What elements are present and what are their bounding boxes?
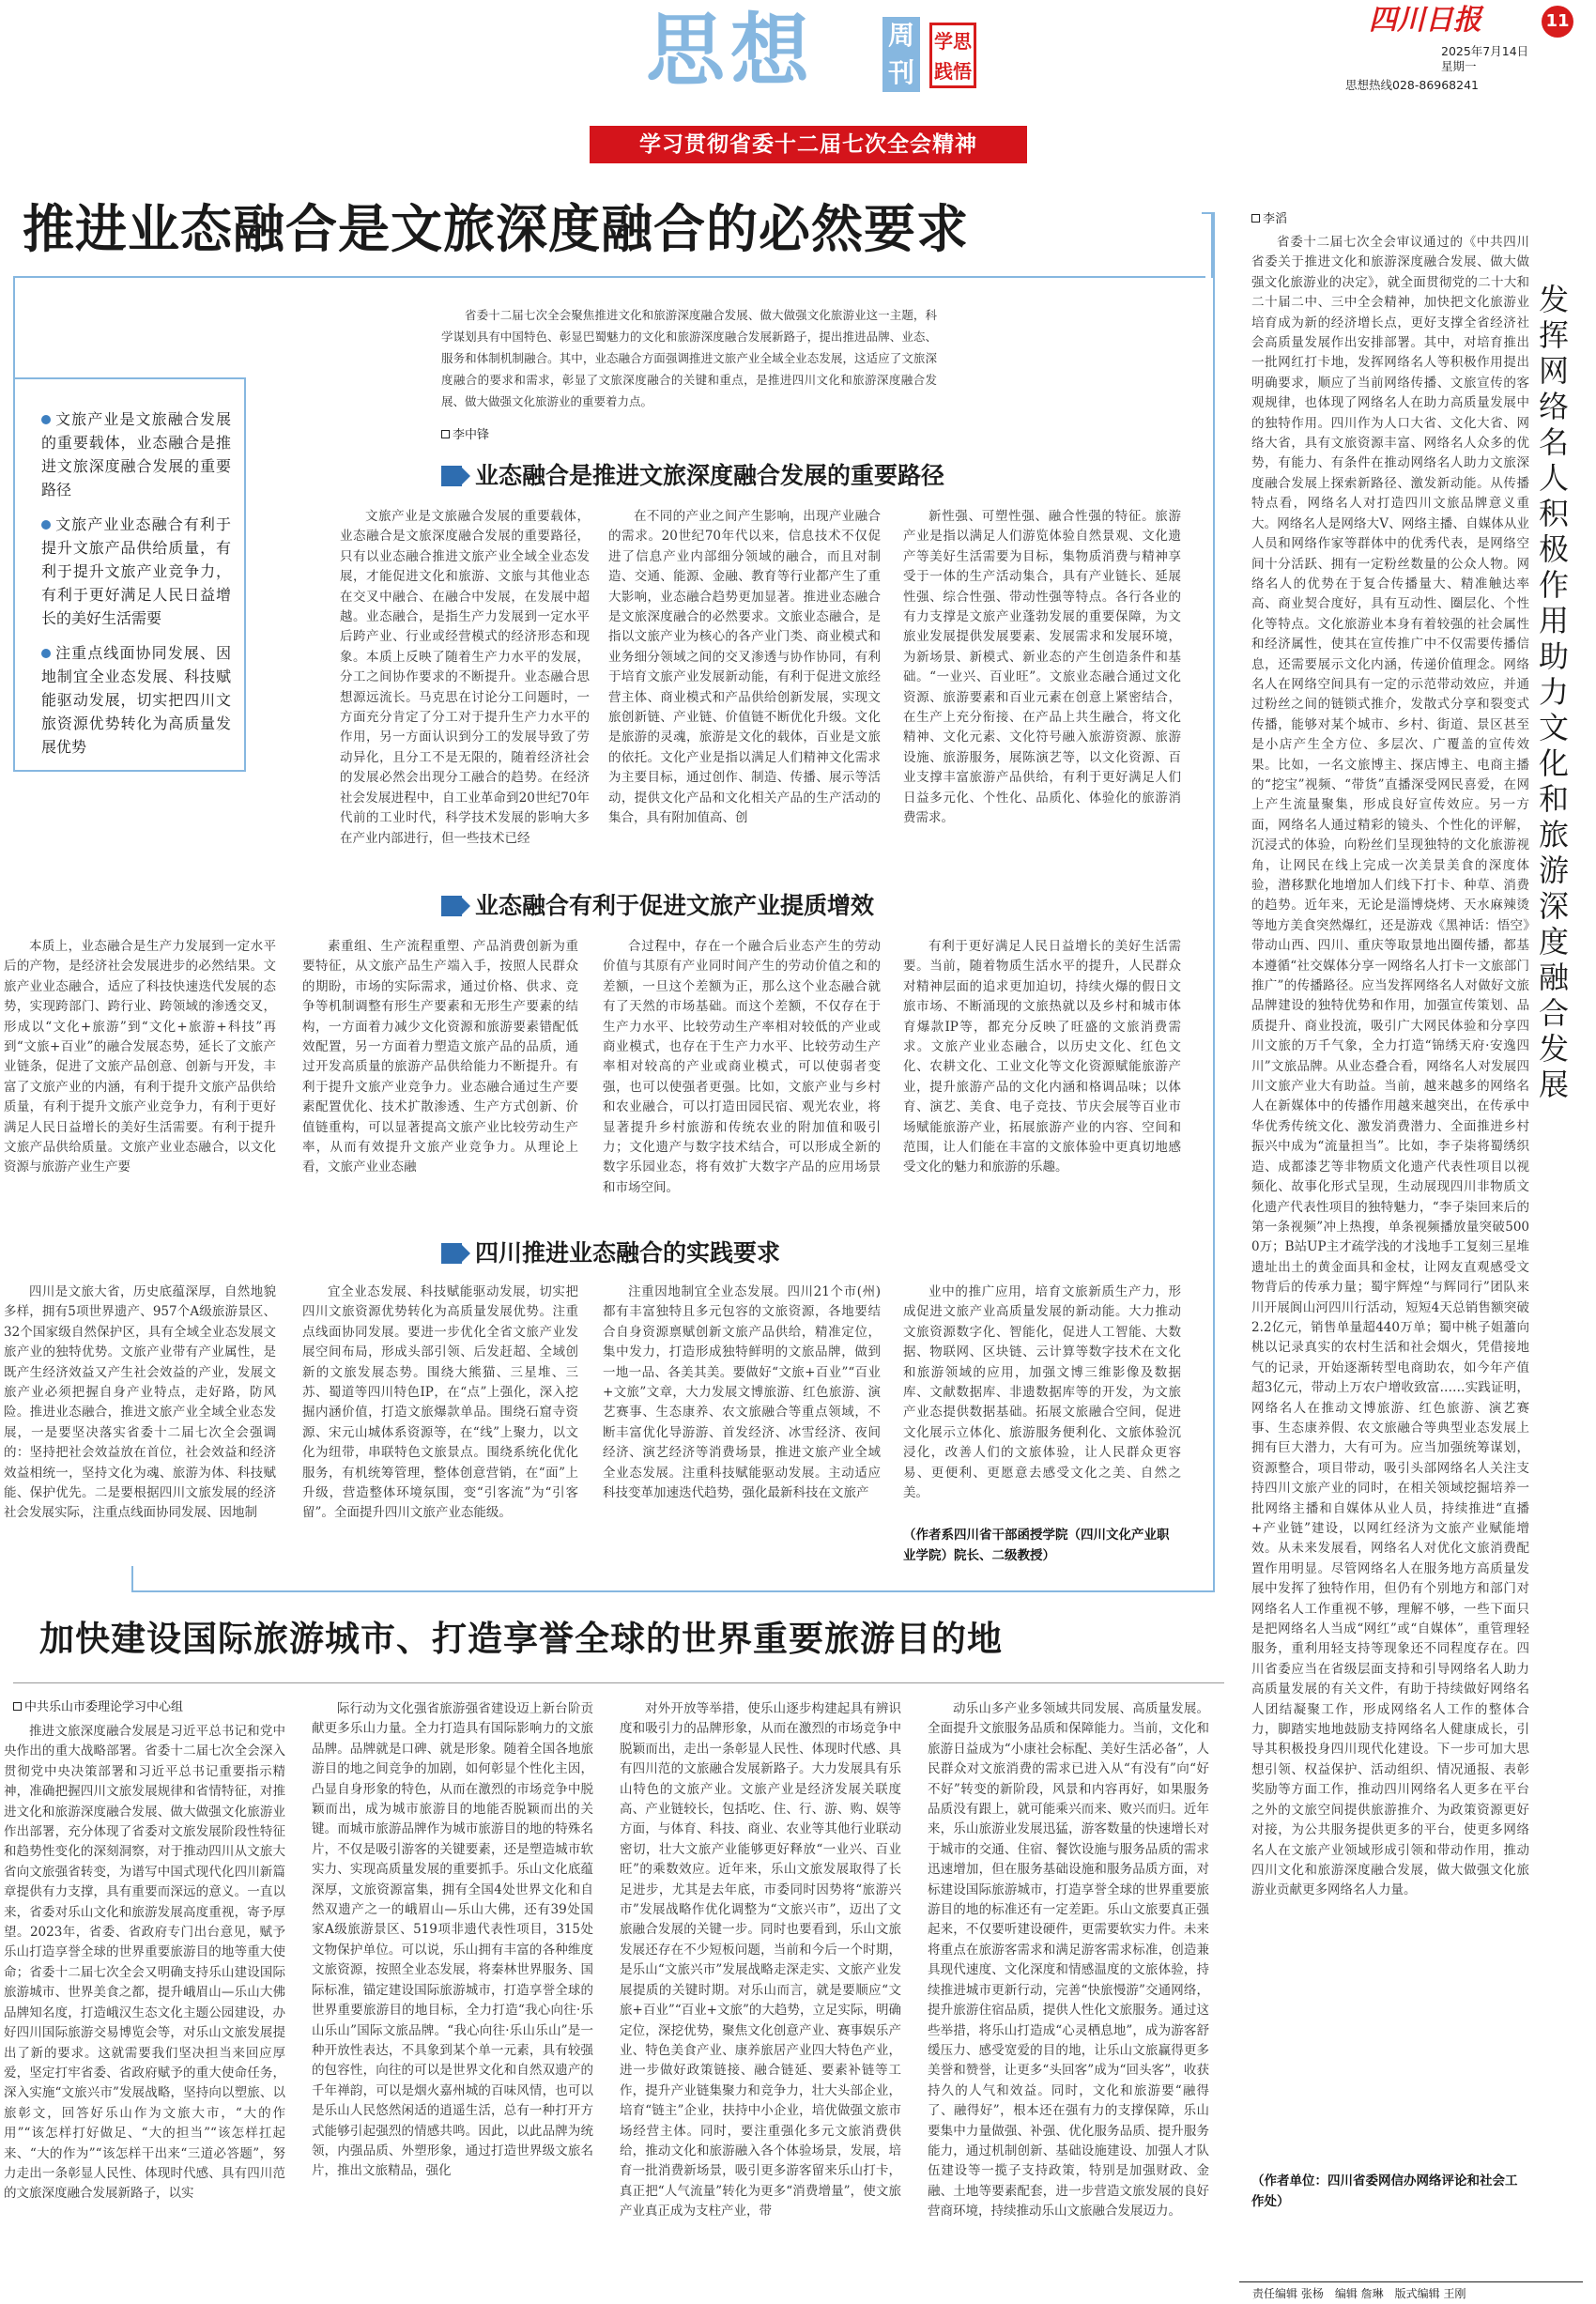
frame-line <box>131 1566 133 1592</box>
section-3-col-1: 四川是文旅大省，历史底蕴深厚，自然地貌多样，拥有5项世界遗产、957个A级旅游景区、32个国家级自然保护区，具有全域全业态发展文旅产业的独特优势。文旅产业带有产业属性，是既产生经济效益又产生社会效益的产业，发展文旅产业必须把握自身产业特点，走好路，防风险。推进业态融合，推进文旅产业全域全业态发展，一是要坚决落实省委十二届七次全会强调的：坚持把社会效益放在首位，社会效益和经济效益相统一，坚持文化为魂、旅游为体、科技赋能、保护优先。二是要根据四川文旅发展的经济社会发展实际，注重点线面协同发展、因地制 <box>4 1284 276 1521</box>
pull-quote-item: 文旅产业是文旅融合发展的重要载体，业态融合是推进文旅深度融合发展的重要路径 <box>41 410 231 499</box>
article-2-col-2: 际行动为文化强省旅游强省建设迈上新台阶贡献更多乐山力量。全力打造具有国际影响力的文旅品牌。品牌就是口碑、就是形象。随着全国各地旅游目的地之间竞争的加剧，如何彰显个性化主因，凸显自身形象的特色，从而在激烈的市场竞争中脱颖而出，成为城市旅游目的地能否脱颖而出的关键。而城市旅游品牌作为城市旅游目的地的特殊名片，不仅是吸引游客的关键要素，还是塑造城市软实力、实现高质量发展的重要抓手。乐山文化底蕴深厚，文旅资源富集，拥有全国4处世界文化和自然双遗产之一的峨眉山—乐山大佛，还有39处国家A级旅游景区、519项非遗代表性项目，315处文物保护单位。可以说，乐山拥有丰富的各种维度文旅资源，按照全业态发展，将秦林世界服务、国际标准，锚定建设国际旅游城市，打造享誉全球的世界重要旅游目的地目标，全力打造“我心向往·乐山乐山”国际文旅品牌。“我心向往·乐山乐山”是一种开放性表达，不具象到某个单一元素，具有较强的包容性，向往的可以是世界文化和自然双遗产的千年禅韵，可以是烟火嘉州城的百味风情，也可以是乐山人民悠然闲适的逍遥生活，总有一种打开方式能够引起强烈的情感共鸣。因此，以此品牌为统领，内强品质、外塑形象，通过打造世界级文旅名片，推出文旅精品，强化 <box>312 1701 593 2179</box>
pull-quote-box <box>13 377 246 772</box>
section-heading-1: 业态融合是推进文旅深度融合发展的重要路径 <box>441 460 944 492</box>
section-title: 思想 <box>646 5 816 97</box>
article-2-col-1: 推进文旅深度融合发展是习近平总书记和党中央作出的重大战略部署。省委十二届七次全会深入贯彻党中央决策部署和习近平总书记重要指示精神，准确把握四川文旅发展规律和省情特征，对推进文化和旅游深度融合发展、做大做强文化旅游业作出部署，充分体现了省委对文旅发展阶段性特征和趋势性变化的深刻洞察，对于推动四川从文旅大省向文旅强省转变，为谱写中国式现代化四川新篇章提供有力支撑，具有重要而深远的意义。一直以来，省委对乐山文化和旅游发展高度重视，寄予厚望。2023年，省委、省政府专门出台意见，赋予乐山打造享誉全球的世界重要旅游目的地等重大使命；省委十二届七次全会又明确支持乐山建设国际旅游城市、世界美食之都，提升峨眉山—乐山大佛品牌知名度，打造峨汉生态文化主题公园建设，办好四川国际旅游交易博览会等，对乐山文旅发展提出了新的要求。这就需要我们坚决担当来回应厚爱，坚定打牢省委、省政府赋予的重大使命任务，深入实施“文旅兴市”发展战略，坚持向以塑旅、以旅彰文，回答好乐山作为文旅大市，“大的作用”“该怎样打好做足、“大的担当”“该怎样扛起来、“大的作为”“该怎样干出来“三道必答题”，努力走出一条彰显人民性、体现时代感、具有四川范的文旅深度融合发展新路子，以实 <box>4 1724 285 2202</box>
newspaper-logo: 四川日报 <box>1369 4 1481 37</box>
section-3-col-2: 宜全业态发展、科技赋能驱动发展，切实把四川文旅资源优势转化为高质量发展优势。注重点线面协同发展。要进一步优化全省文旅产业发展空间布局，形成头部引领、后发赶超、全域创新的文旅发展态势。围绕大熊猫、三星堆、三苏、蜀道等四川特色IP，在“点”上强化，深入挖掘内涵价值，打造文旅爆款单品。围绕石窟寺资源、宋元山城体系资源等，在“线”上聚力，以文化为纽带，串联特色文旅景点。围绕系统化优化服务，有机统筹管理，整体创意营销，在“面”上升级，营造整体环境氛围，变“引客流”为“引客留”。全面提升四川文旅产业态能级。 <box>302 1284 578 1521</box>
topic-banner: 学习贯彻省委十二届七次全会精神 <box>590 126 1027 163</box>
pull-quote-item: 注重点线面协同发展、因地制宜全业态发展、科技赋能驱动发展，切实把四川文旅资源优势转化为高质量发展优势 <box>41 644 231 756</box>
byline-box-icon <box>441 430 450 438</box>
right-article-author-note: （作者单位：四川省委网信办网络评论和社会工作处） <box>1251 2173 1518 2209</box>
bullet-icon <box>41 520 51 530</box>
article-2-col-4: 动乐山多产业多领域共同发展、高质量发展。全面提升文旅服务品质和保障能力。当前，文化和旅游日益成为“小康社会标配、美好生活必备”，人民群众对文旅消费的需求已进入从“有没有”向“好不好”转变的新阶段，风景和内容再好，如果服务品质没有跟上，就可能乘兴而来、败兴而归。近年来，乐山旅游业发展迅猛，游客数量的快速增长对于城市的交通、住宿、餐饮设施与服务品质的需求迅速增加，但在服务基础设施和服务品质方面，对标建设国际旅游城市，打造享誉全球的世界重要旅游目的地的标准还有一定差距。乐山文旅要真正强起来，不仅要听建设硬件，更需要软实力件。未来将重点在旅游客需求和满足游客需求标准，创造兼具现代速度、文化深度和情感温度的文旅体验，持续推进城市更新行动，完善“快旅慢游”交通网络，提升旅游住宿品质，提供人性化文旅服务。通过这些举措，将乐山打造成“心灵栖息地”，成为游客舒缓压力、感受宽爱的目的地，让乐山文旅赢得更多美誉和赞誉，让更多“头回客”成为“回头客”，收获持久的人气和效益。同时，文化和旅游要“融得了、融得好”，根本还在强有力的支撑保障，乐山要集中力量做强、补强、优化服务品质、提升服务能力，通过机制创新、基础设施建设、加强人才队伍建设等一揽子支持政策，特别是加强财政、金融、土地等要素配套，进一步营造文旅发展的良好营商环境，持续推动乐山文旅融合发展迈力。 <box>928 1701 1209 2220</box>
section-2-col-2: 素重组、生产流程重塑、产品消费创新为重要特征，从文旅产品生产端入手，按照人民群众的期盼，市场的实际需求，通过价格、供求、竞争等机制调整有形生产要素和无形生产要素的结构，一方面着力减少文化资源和旅游要素错配低效配置，另一方面着力塑造文旅产品的品质，通过开发高质量的旅游产品供给能力不断提升。有利于提升文旅产业竞争力。业态融合通过生产要素配置优化、技术扩散渗透、生产方式创新、价值链重构，可以显著提高文旅产业比较劳动生产率，从而有效提升文旅产业竞争力。从理论上看，文旅产业业态融 <box>302 939 578 1175</box>
footer-editors: 责任编辑 张杨 编辑 詹琳 版式编辑 王刚 <box>1252 2287 1466 2300</box>
article-2-headline: 加快建设国际旅游城市、打造享誉全球的世界重要旅游目的地 <box>39 1619 1003 1659</box>
article-1-headline: 推进业态融合是文旅深度融合的必然要求 <box>23 199 970 259</box>
frame-line <box>131 1590 1215 1592</box>
headline-rule <box>13 1682 1224 1683</box>
section-3-col-3: 注重因地制宜全业态发展。四川21个市(州)都有丰富独特且多元包容的文旅资源，各地要结合自身资源禀赋创新文旅产品供给，精准定位，集中发力，打造形成独特鲜明的文旅品牌，做到一地一品、各美其美。要做好“文旅+百业”“百业+文旅”文章，大力发展文博旅游、红色旅游、演艺赛事、生态康养、农文旅融合等重点领域，不断丰富优化导游游、首发经济、冰雪经济、夜间经济、演艺经济等消费场景，推进文旅产业全域全业态发展。注重科技赋能驱动发展。主动适应科技变革加速迭代趋势，强化最新科技在文旅产 <box>603 1284 881 1501</box>
section-1-col-2: 在不同的产业之间产生影响，出现产业融合的需求。20世纪70年代以来，信息技术不仅促进了信息产业内部细分领域的融合，而且对制造、交通、能源、金融、教育等行业都产生了重大影响，业态融合趋势更加显著。推进业态融合是文旅深度融合的必然要求。文旅业态融合，是指以文旅产业为核心的各产业门类、商业模式和业务细分领域之间的交叉渗透与协作协同，有利于培育文旅产业发展新动能，有利于促进文旅经营主体、商业模式和产品供给创新发展，实现文旅创新链、产业链、价值链不断优化升级。文化是旅游的灵魂，旅游是文化的载体，百业是文旅的依托。文化产业是指以满足人们精神文化需求为主要目标，通过创作、制造、传播、展示等活动，提供文化产品和文化相关产品的生产活动的集合，具有附加值高、创 <box>608 509 881 826</box>
article-2-col-3: 对外开放等举措，使乐山逐步构建起具有辨识度和吸引力的品牌形象，从而在激烈的市场竞争中脱颖而出，走出一条彰显人民性、体现时代感、具有四川范的文旅融合发展新路子。大力发展具有乐山特色的文旅产业。文旅产业是经济发展关联度高、产业链较长，包括吃、住、行、游、购、娱等方面，与体育、科技、商业、农业等其他行业联动密切，壮大文旅产业能够更好释放“一业兴、百业旺”的乘数效应。近年来，乐山文旅发展取得了长足进步，尤其是去年底，市委同时因势将“旅游兴市”发展战略作优化调整为“文旅兴市”，迈出了文旅融合发展的关键一步。同时也要看到，乐山文旅发展还存在不少短板问题，当前和今后一个时期，是乐山“文旅兴市”发展战略走深走实、文旅产业发展提质的关键时期。对乐山而言，就是要顺应“文旅+百业”“百业+文旅”的大趋势，立足实际，明确定位，深挖优势，聚焦文化创意产业、赛事娱乐产业、特色美食产业、康养旅居产业四大特色产业，进一步做好政策链接、融合链延、要素补链等工作，提升产业链集聚力和竞争力，壮大头部企业，培育“链主”企业，扶持中小企业，培优做强文旅市场经营主体。同时，要注重强化多元文旅消费供给，推动文化和旅游融入各个体验场景，发展，培育一批消费新场景，吸引更多游客留来乐山打卡，真正把“人气流量”转化为更多“消费增量”，使文旅产业真正成为支柱产业，带 <box>620 1701 901 2220</box>
section-1-col-1: 文旅产业是文旅融合发展的重要载体，业态融合是文旅深度融合发展的重要路径，只有以业态融合推进文旅产业全域全业态发展，才能促进文化和旅游、文旅与其他业态在交叉中融合、在融合中发展，在发展中超越。业态融合，是指生产力发展到一定水平后跨产业、行业或经营模式的经济形态和现象。本质上反映了随着生产力水平的发展，分工之间协作要求的不断提升。业态融合思想源远流长。马克思在讨论分工问题时，一方面充分肯定了分工对于提升生产力水平的作用，另一方面认识到分工的发展导致了劳动异化，且分工不是无限的，随着经济社会的发展必然会出现分工融合的趋势。在经济社会发展进程中，自工业革命到20世纪70年代前的工业时代，科学技术发展的影响大多在产业内部进行，但一些技术已经 <box>340 509 590 846</box>
right-article-byline: 李滔 <box>1251 208 1287 226</box>
article-2-byline: 中共乐山市委理论学习中心组 <box>13 1697 183 1714</box>
article-1-author-note: （作者系四川省干部函授学院（四川文化产业职业学院）院长、二级教授） <box>903 1528 1170 1563</box>
byline-box-icon <box>13 1702 22 1711</box>
frame-line <box>13 276 15 377</box>
right-article-body: 省委十二届七次全会审议通过的《中共四川省委关于推进文化和旅游深度融合发展、做大做强文化旅游业的决定》，就全面贯彻党的二十大和二十届二中、三中全会精神，加快把文化旅游业培育成为新的经济增长点，更好支撑全省经济社会高质量发展作出安排部署。其中，对培育推出一批网红打卡地，发挥网络名人等积极作用提出明确要求，顺应了当前网络传播、文旅宣传的客观规律，也体现了网络名人在助力高质量发展中的独特作用。四川作为人口大省、文化大省、网络大省，具有文旅资源丰富、网络名人众多的优势，有能力、有条件在推动网络名人助力文旅深度融合发展上探索新路径、激发新动能。从传播特点看，网络名人对打造四川文旅品牌意义重大。网络名人是网络大V、网络主播、自媒体从业人员和网络作家等群体中的优秀代表，是网络空间十分活跃、拥有一定粉丝数量的公众人物。网络名人的优势在于复合传播量大、精准触达率高、商业契合度好，具有互动性、圈层化、个性化等特点。文化旅游业本身有着较强的社会属性和经济属性，使其在宣传推广中不仅需要传播信息，还需要展示文化内涵，传递价值理念。网络名人在网络空间具有一定的示范带动效应，并通过粉丝之间的链锁式推介，发散式分享和裂变式传播，能够对某个城市、乡村、街道、景区甚至是小店产生全方位、多层次、广覆盖的宣传效果。比如，一名文旅博主、探店博主、电商主播的“挖宝”视频、“带货”直播深受网民喜爱，在网上产生流量聚集，形成良好宣传效应。另一方面，网络名人通过精彩的镜头、个性化的评解，沉浸式的体验，向粉丝们呈现独特的文化旅游视角，让网民在线上完成一次美景美食的深度体验，潜移默化地增加人们线下打卡、种草、消费的趋势。近年来，无论是淄博烧烤、天水麻辣烫等地方美食突然爆红，还是游戏《黑神话：悟空》带动山西、四川、重庆等取景地出圈传播，都基本遵循“社交媒体分享一网络名人打卡一文旅部门推广”的传播路径。应当发挥网络名人对做好文旅品牌建设的独特优势和作用，加强宣传策划、品质提升、商业投流，吸引广大网民体验和分享四川文旅的万千气象，全力打造“锦绣天府·安逸四川”文旅品牌。从业态叠合看，网络名人对发展四川文旅产业大有助益。当前，越来越多的网络名人在新媒体中的传播作用越来越突出，在传承中华优秀传统文化、激发消费潜力、全面推进乡村振兴中成为“流量担当”。比如，李子柒将蜀绣织造、成都漆艺等非物质文化遗产代表性项目以视频化、故事化形式呈现，生动展现四川非物质文化遗产代表性项目的独特魅力，“李子柒回来后的第一条视频”冲上热搜，单条视频播放量突破5000万；B站UP主才疏学浅的才浅地手工复刻三星堆遗址出土的黄金面具和金杖，让网友直观感受文物背后的传承力量；蜀宇辉煌“与辉同行”团队来川开展阆山河四川行活动，短短4天总销售额突破2.2亿元，销售单量超440万单；蜀中桃子姐蕭向桃以记录真实的农村生活和社会烟火，凭借接地气的记录，开始逐渐转型电商助农，如今年产值超3亿元，带动上万农户增收致富……实践证明，网络名人在推动文博旅游、红色旅游、演艺赛事、生态康养假、农文旅融合等典型业态发展上拥有巨大潜力，大有可为。应当加强统筹谋划，资源整合，项目带动，吸引头部网络名人关注支持四川文旅产业的同时，在相关领域挖掘培养一批网络主播和自媒体从业人员，持续推进“直播+产业链”建设，以网红经济为文旅产业赋能增效。从未来发展看，网络名人对优化文旅消费配置作用明显。尽管网络名人在服务地方高质量发展中发挥了独特作用，但仍有个别地方和部门对网络名人工作重视不够，理解不够，一些下面只是把网络名人当成“网红”或“自媒体”，重管理轻服务，重利用轻支持等现象还不同程度存在。四川省委应当在省级层面支持和引导网络名人助力高质量发展的有关文件，有助于持续做好网络名人团结凝聚工作，形成网络名人工作的整体合力，脚踏实地地鼓励支持网络名人健康成长，引导其积极投身四川现代化建设。下一步可加大思想引领、权益保护、活动组织、情况通报、表彰奖励等方面工作，推动四川网络名人更多在平台之外的文旅空间提供旅游推介、为政策资源更好对接，为公共服务提供更多的平台，使更多网络名人在文旅产业领域形成引领和带动作用，推动四川文化和旅游深度融合发展，做大做强文化旅游业贡献更多网络名人力量。 <box>1251 235 1529 1898</box>
section-stamp: 学思践悟 <box>929 23 976 88</box>
pull-quote-item: 文旅产业业态融合有利于提升文旅产品供给质量，有利于提升文旅产业竞争力，有利于更好满足人民日益增长的美好生活需要 <box>41 515 231 627</box>
section-3-col-4: 业中的推广应用，培育文旅新质生产力，形成促进文旅产业高质量发展的新动能。大力推动文旅资源数字化、智能化，促进人工智能、大数据、物联网、区块链、云计算等数字技术在文化和旅游领域的应用，加强文博三维影像及数据库、文献数据库、非遗数据库等的开发，为文旅产业态提供数据基础。拓展文旅融合空间，促进文化展示立体化、旅游服务便利化、文旅体验沉浸化，改善人们的文旅体验，让人民群众更容易、更便利、更愿意去感受文化之美、自然之美。 <box>903 1284 1181 1501</box>
issue-weekday: 星期一 <box>1441 59 1477 73</box>
section-2-col-3: 合过程中，存在一个融合后业态产生的劳动价值与其原有产业同时间产生的劳动价值之和的差额，一旦这个差额为正，那么这个业态融合就有了天然的市场基础。而这个差额，不仅存在于生产力水平、比较劳动生产率相对较低的产业或商业模式，也存在于生产力水平、比较劳动生产率相对较高的产业或商业模式，可以使弱者变强，也可以使强者更强。比如，文旅产业与乡村和农业融合，可以打造田园民宿、观光农业，将显著提升乡村旅游和传统农业的附加值和吸引力；文化遗产与数字技术结合，可以形成全新的数字乐园业态，将有效扩大数字产品的应用场景和市场空间。 <box>603 939 881 1195</box>
hotline: 思想热线028-86968241 <box>1345 78 1479 92</box>
byline-box-icon <box>1251 214 1260 223</box>
weekly-label: 周刊 <box>882 17 920 92</box>
bullet-icon <box>41 649 51 658</box>
section-1-col-3: 新性强、可塑性强、融合性强的特征。旅游产业是指以满足人们游览体验自然景观、文化遗产等美好生活需要为目标，集物质消费与精神享受于一体的生产活动集合，具有产业链长、延展性强、综合性强、带动性强等特点。各行各业的有力支撑是文旅产业蓬勃发展的重要保障，为文旅业发展提供发展要素、发展需求和发展环境，为新场景、新模式、新业态的产生创造条件和基础。“一业兴、百业旺”。文旅业态融合通过文化资源、旅游要素和百业元素在创意上紧密结合，在生产上充分衔接、在产品上共生融合，将文化精神、文化元素、文化符号融入旅游资源、旅游设施、旅游服务，展陈演艺等，以文化资源、百业支撑丰富旅游产品供给，有利于更好满足人们日益多元化、个性化、品质化、体验化的旅游消费需求。 <box>903 509 1181 826</box>
article-1-lead: 省委十二届七次全会聚焦推进文化和旅游深度融合发展、做大做强文化旅游业这一主题，科学谋划具有中国特色、彰显巴蜀魅力的文化和旅游深度融合发展新路子，提出推进品牌、业态、服务和体制机制融合。其中，业态融合方面强调推进文旅产业全域全业态发展，这适应了文旅深度融合的要求和需求，彰显了文旅深度融合的关键和重点，是推进四川文化和旅游深度融合发展、做大做强文化旅游业的重要着力点。 <box>441 308 937 408</box>
issue-date: 2025年7月14日 <box>1441 44 1529 58</box>
bullet-icon <box>41 415 51 424</box>
article-1-byline: 李中锋 <box>441 424 489 442</box>
section-heading-2: 业态融合有利于促进文旅产业提质增效 <box>441 890 874 922</box>
frame-corner <box>1202 212 1213 278</box>
page-number: 11 <box>1542 6 1573 38</box>
section-2-col-1: 本质上，业态融合是生产力发展到一定水平后的产物，是经济社会发展进步的必然结果。文旅产业业态融合，适应了科技快速迭代发展的态势，实现跨部门、跨行业、跨领域的渗透交叉，形成以“文化+旅游”到“文化+旅游+科技”再到“文旅+百业”的融合发展态势，延长了文旅产业链条，促进了文旅产品创意、创新与开发，丰富了文旅产业的内涵，有利于提升文旅产品供给质量，有利于提升文旅产业竞争力，有利于更好满足人民日益增长的美好生活需要。有利于提升文旅产品供给质量。文旅产业业态融合，以文化资源与旅游产业生产要 <box>4 939 276 1175</box>
section-2-col-4: 有利于更好满足人民日益增长的美好生活需要。当前，随着物质生活水平的提升，人民群众对精神层面的追求更加迫切，持续火爆的假日文旅市场、不断涌现的文旅热就以及乡村和城市体育爆款IP等，都充分反映了旺盛的文旅消费需求。文旅产业业态融合，以历史文化、红色文化、农耕文化、工业文化等文化资源赋能旅游产业，提升旅游产品的文化内涵和格调品味；以体育、演艺、美食、电子竞技、节庆会展等百业市场赋能旅游产业，拓展旅游产业的内容、空间和范围，让人们能在丰富的文旅体验中更真切地感受文化的魅力和旅游的乐趣。 <box>903 939 1181 1175</box>
right-article-headline: 发挥网络名人积极作用 助力文化和旅游深度融合发展 <box>1538 282 1569 1102</box>
headline-rule <box>13 276 1205 278</box>
section-heading-3: 四川推进业态融合的实践要求 <box>441 1237 780 1269</box>
footer-rule <box>1239 2281 1583 2282</box>
frame-line <box>1213 212 1215 1592</box>
